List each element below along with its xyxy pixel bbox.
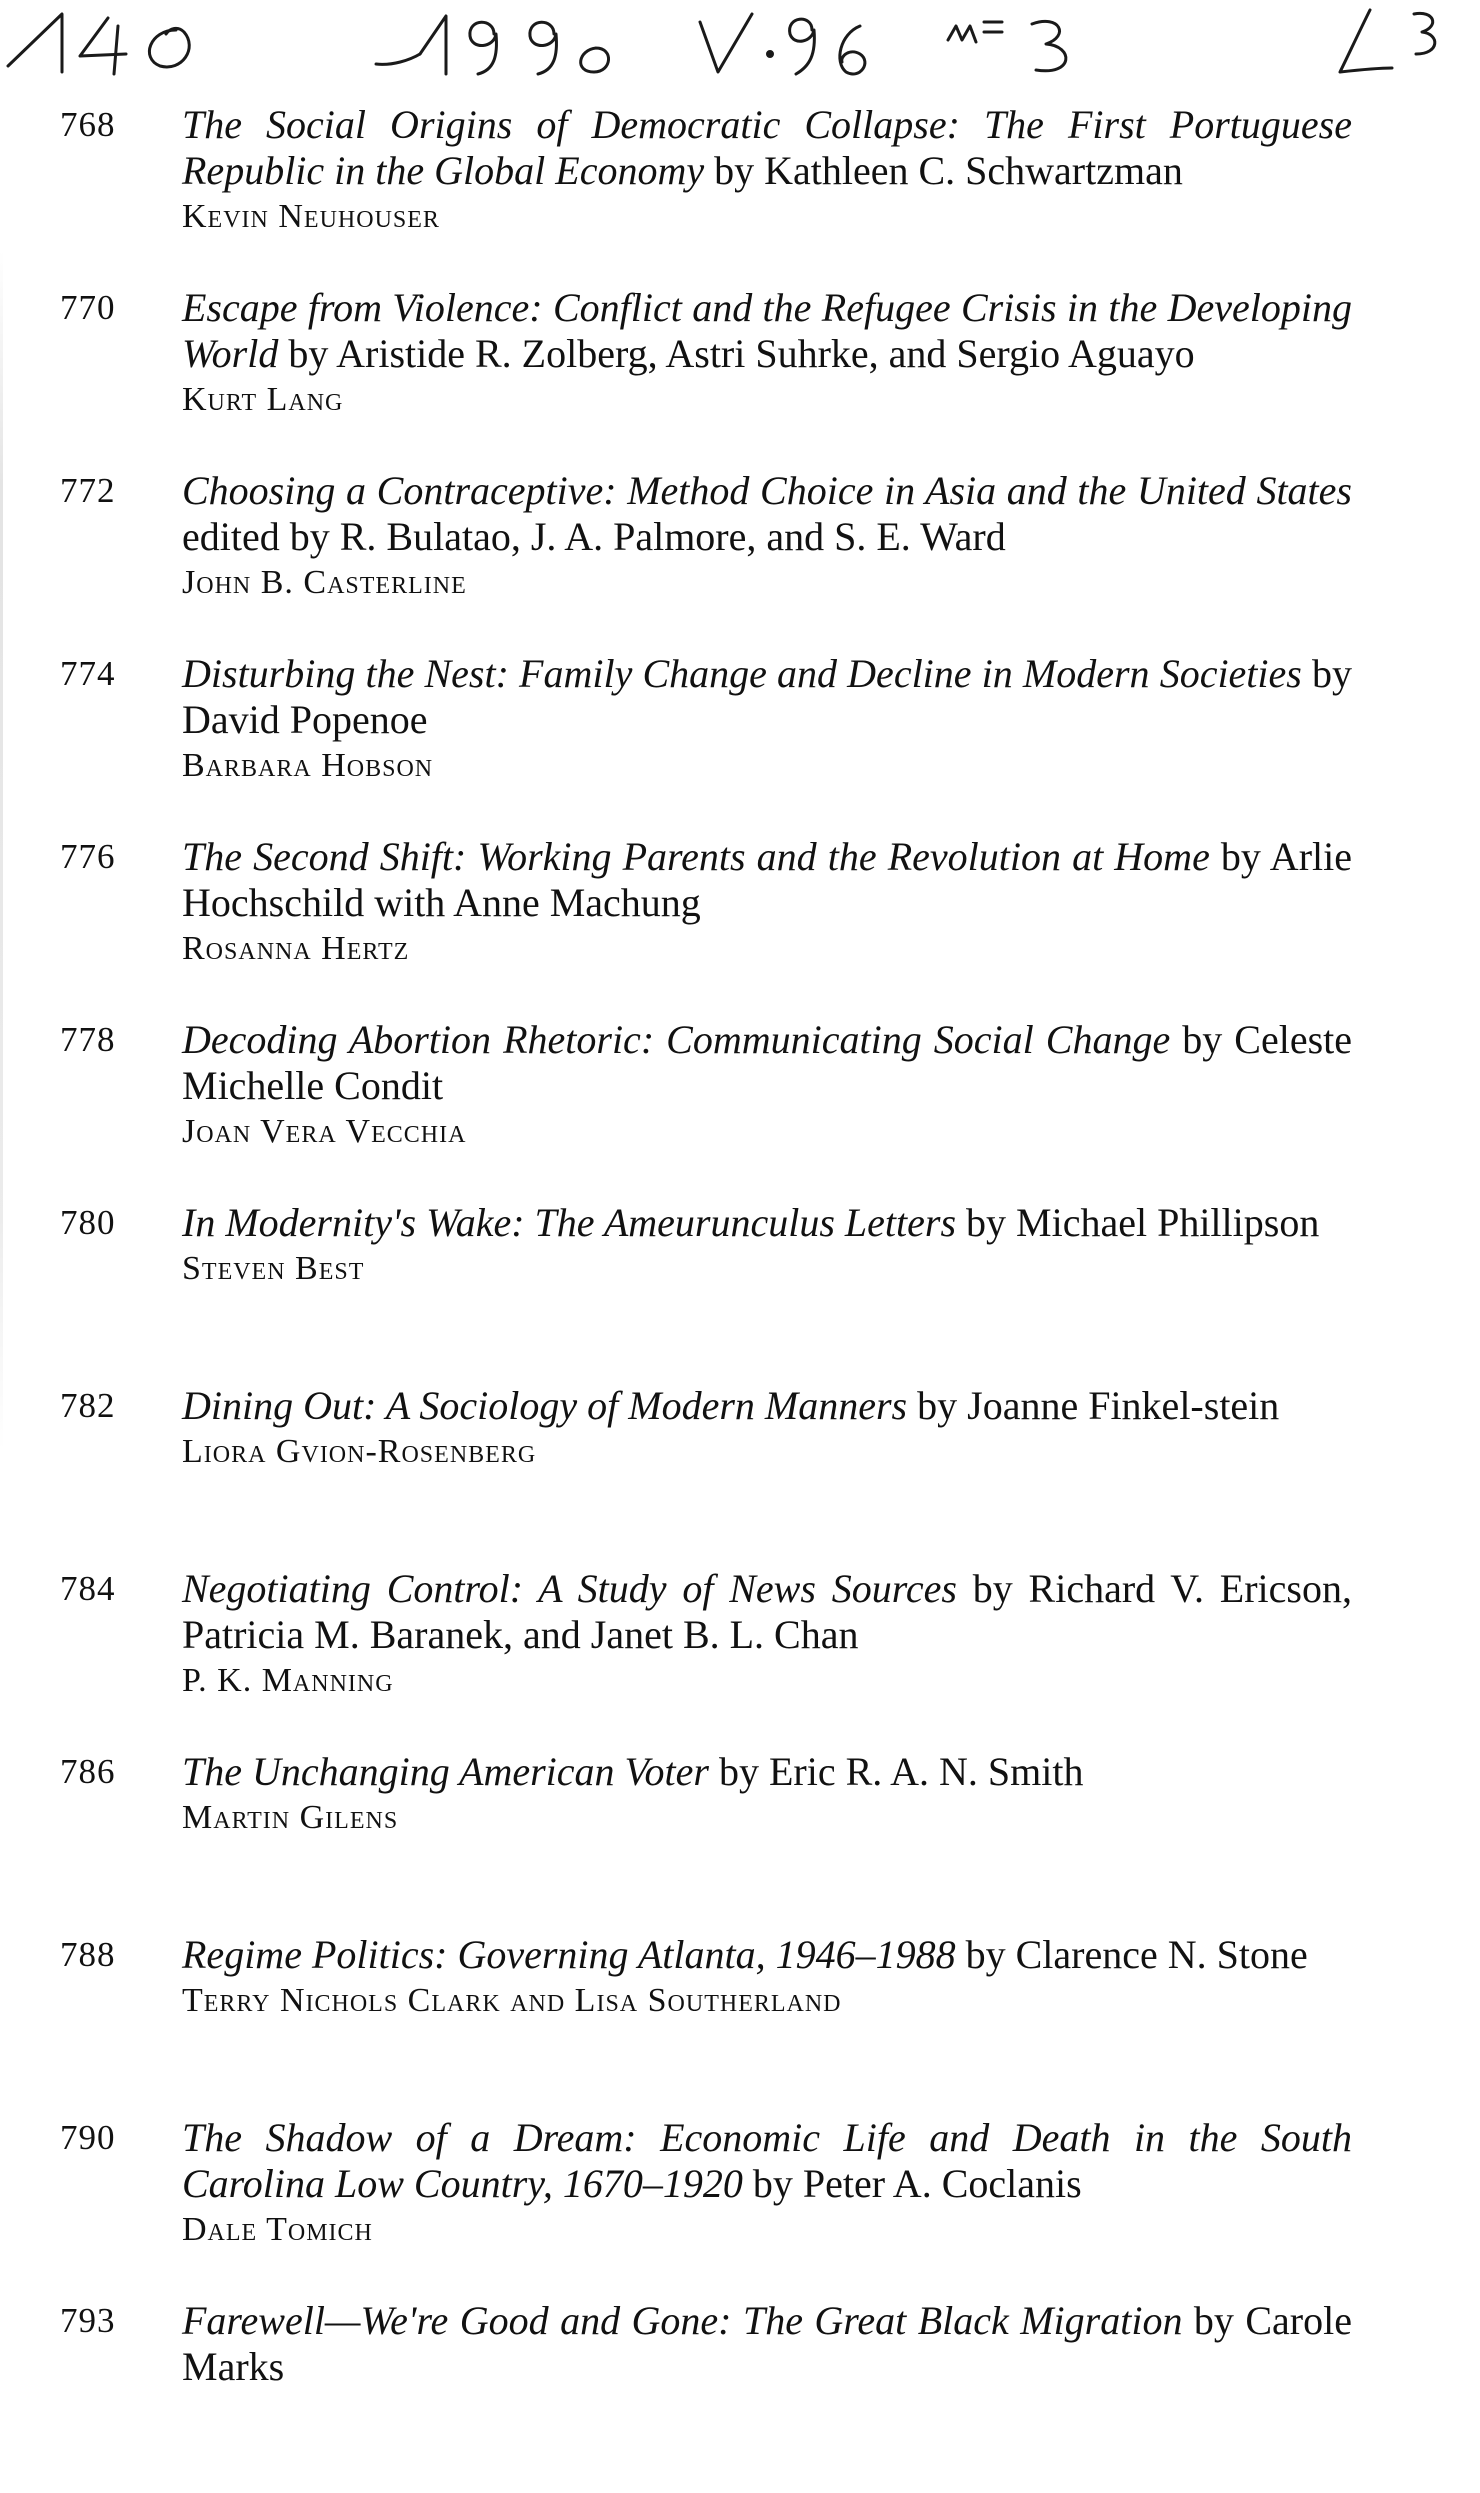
entry-body: [182, 2298, 1352, 2390]
book-citation: [182, 2115, 1352, 2207]
review-entry: [0, 102, 1480, 285]
book-citation: [182, 1932, 1352, 1978]
reviewer-name: Kurt Lang: [182, 381, 344, 418]
book-authors: by Joanne Finkel-stein: [907, 1383, 1280, 1428]
book-authors: by Celeste Michelle Condit: [182, 1017, 1353, 1108]
review-entry: [0, 285, 1480, 468]
reviewer-name: Joan Vera Vecchia: [182, 1113, 467, 1150]
review-entry: [0, 2298, 1480, 2481]
book-citation: [182, 1200, 1352, 1246]
book-authors: edited by R. Bulatao, J. A. Palmore, and S. E. Ward: [182, 514, 1006, 559]
handwritten-location: [1340, 10, 1435, 72]
book-authors: by David Popenoe: [182, 651, 1352, 742]
reviewer-name: Barbara Hobson: [182, 747, 434, 784]
review-entry: [0, 2115, 1480, 2298]
book-title: The Unchanging American Voter: [182, 1749, 709, 1794]
review-entry: [0, 1383, 1480, 1566]
page-number: 782: [60, 1386, 116, 1425]
review-entry: [0, 1017, 1480, 1200]
book-citation: [182, 1749, 1352, 1795]
book-citation: [182, 1017, 1352, 1109]
review-entry: [0, 1566, 1480, 1749]
reviewer-name: Steven Best: [182, 1250, 365, 1287]
book-authors: by Aristide R. Zolberg, Astri Suhrke, and Sergio Aguayo: [278, 331, 1195, 376]
book-authors: by Clarence N. Stone: [955, 1932, 1308, 1977]
book-citation: [182, 102, 1352, 194]
book-citation: [182, 651, 1352, 743]
page-number: 772: [60, 471, 116, 510]
book-citation: [182, 2298, 1352, 2390]
book-title: Regime Politics: Governing Atlanta, 1946–1988: [182, 1932, 956, 1977]
page-number: 790: [60, 2118, 116, 2157]
page-number: 768: [60, 105, 116, 144]
review-entry: [0, 1749, 1480, 1932]
entry-body: [182, 1200, 1352, 1292]
reviewer-name: Dale Tomich: [182, 2211, 373, 2248]
entry-body: [182, 2115, 1352, 2253]
book-title: Disturbing the Nest: Family Change and Decline in Modern Societies: [182, 651, 1302, 696]
book-title: Decoding Abortion Rhetoric: Communicating Social Change: [182, 1017, 1171, 1062]
book-citation: [182, 285, 1352, 377]
entry-body: [182, 834, 1352, 972]
reviewer-name: P. K. Manning: [182, 1662, 394, 1699]
reviewer-name: Martin Gilens: [182, 1799, 399, 1836]
page-number: 778: [60, 1020, 116, 1059]
handwritten-year: [376, 16, 609, 74]
book-authors: by Arlie Hochschild with Anne Machung: [182, 834, 1352, 925]
book-title: The Second Shift: Working Parents and the Revolution at Home: [182, 834, 1210, 879]
book-authors: by Kathleen C. Schwartzman: [704, 148, 1183, 193]
book-title: The Social Origins of Democratic Collapse: The First Portuguese Republic in the Global Economy: [182, 102, 1352, 193]
entry-body: [182, 102, 1352, 240]
page-number: 780: [60, 1203, 116, 1242]
handwritten-call-number: [8, 14, 189, 74]
handwritten-number: [948, 21, 1066, 70]
handwritten-volume: [700, 14, 865, 74]
reviewer-name: Kevin Neuhouser: [182, 198, 440, 235]
page-number: 788: [60, 1935, 116, 1974]
review-entry: [0, 834, 1480, 1017]
book-authors: by Eric R. A. N. Smith: [708, 1749, 1084, 1794]
book-citation: [182, 468, 1352, 560]
reviewer-name: Terry Nichols Clark and Lisa Southerland: [182, 1982, 842, 2019]
entry-body: [182, 468, 1352, 606]
review-entry: [0, 1932, 1480, 2115]
book-citation: [182, 834, 1352, 926]
reviewer-name: Rosanna Hertz: [182, 930, 410, 967]
entry-body: [182, 1017, 1352, 1155]
reviewer-name: John B. Casterline: [182, 564, 467, 601]
reviewer-name: Liora Gvion-Rosenberg: [182, 1433, 537, 1470]
book-title: Dining Out: A Sociology of Modern Manners: [182, 1383, 908, 1428]
page-number: 793: [60, 2301, 116, 2340]
page-number: 774: [60, 654, 116, 693]
review-entry: [0, 651, 1480, 834]
page-number: 784: [60, 1569, 116, 1608]
review-entry: [0, 468, 1480, 651]
entry-body: [182, 1932, 1352, 2024]
book-title: Choosing a Contraceptive: Method Choice in Asia and the United States: [182, 468, 1352, 513]
book-authors: by Carole Marks: [182, 2298, 1352, 2389]
review-entry: [0, 1200, 1480, 1383]
entry-body: [182, 1749, 1352, 1841]
book-title: Negotiating Control: A Study of News Sources: [182, 1566, 957, 1611]
page-number: 776: [60, 837, 116, 876]
handwritten-annotation: [0, 0, 1480, 110]
entry-body: [182, 651, 1352, 789]
book-title: Escape from Violence: Conflict and the Refugee Crisis in the Developing World: [182, 285, 1352, 376]
entry-body: [182, 285, 1352, 423]
page-number: 770: [60, 288, 116, 327]
book-authors: by Richard V. Ericson, Patricia M. Baranek, and Janet B. L. Chan: [182, 1566, 1352, 1657]
book-citation: [182, 1566, 1352, 1658]
entry-body: [182, 1566, 1352, 1704]
book-title: In Modernity's Wake: The Ameurunculus Letters: [182, 1200, 957, 1245]
review-listing: [0, 102, 1480, 2481]
page-number: 786: [60, 1752, 116, 1791]
book-title: Farewell—We're Good and Gone: The Great Black Migration: [182, 2298, 1183, 2343]
book-authors: by Michael Phillipson: [956, 1200, 1320, 1245]
book-citation: [182, 1383, 1352, 1429]
entry-body: [182, 1383, 1352, 1475]
book-authors: by Peter A. Coclanis: [742, 2161, 1082, 2206]
book-title: The Shadow of a Dream: Economic Life and Death in the South Carolina Low Country, 1670–1920: [182, 2115, 1352, 2206]
